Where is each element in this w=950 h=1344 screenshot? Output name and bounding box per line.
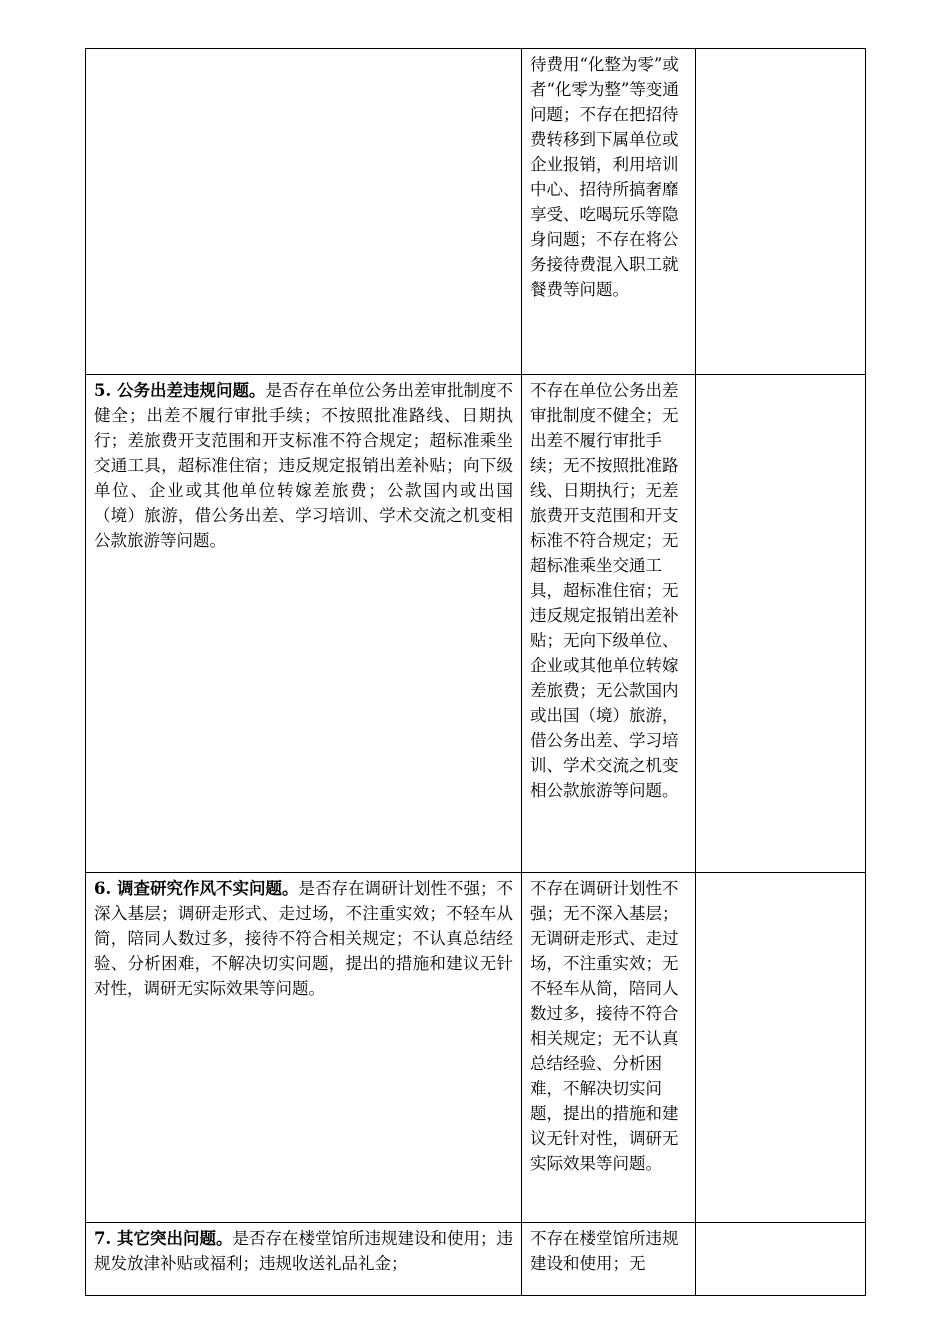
- item-cell: [86, 49, 522, 375]
- item-title: 6. 调查研究作风不实问题。: [94, 879, 299, 898]
- item-body: 是否存在调研计划性不强；不深入基层；调研走形式、走过场，不注重实效；不轻车从简，陪同人数过多，接待不符合相关规定；不认真总结经验、分析困难，不解决切实问题，提出的措施和建议无针对性，调研无实际效果等问题。: [94, 879, 513, 998]
- item-title: 5. 公务出差违规问题。: [94, 381, 266, 400]
- table-row: [86, 1223, 866, 1296]
- item-body: 是否存在楼堂馆所违规建设和使用；违规发放津补贴或福利；违规收送礼品礼金；: [94, 1229, 513, 1273]
- table-row: [86, 375, 866, 873]
- item-cell: [86, 375, 522, 873]
- note-cell: [696, 1223, 866, 1296]
- note-cell: [696, 49, 866, 375]
- status-cell: 不存在单位公务出差审批制度不健全；无出差不履行审批手续；无不按照批准路线、日期执行；无差旅费开支范围和开支标准不符合规定；无超标准乘坐交通工具，超标准住宿；无违反规定报销出差补贴；无向下级单位、企业或其他单位转嫁差旅费；无公款国内或出国（境）旅游，借公务出差、学习培训、学术交流之机变相公款旅游等问题。: [522, 375, 696, 873]
- status-cell: 不存在调研计划性不强；无不深入基层；无调研走形式、走过场，不注重实效；无不轻车从简，陪同人数过多，接待不符合相关规定；无不认真总结经验、分析困难，不解决切实问题，提出的措施和建议无针对性，调研无实际效果等问题。: [522, 873, 696, 1223]
- item-body: 是否存在单位公务出差审批制度不健全；出差不履行审批手续；不按照批准路线、日期执行；差旅费开支范围和开支标准不符合规定；超标准乘坐交通工具，超标准住宿；违反规定报销出差补贴；向下级单位、企业或其他单位转嫁差旅费；公款国内或出国（境）旅游，借公务出差、学习培训、学术交流之机变相公款旅游等问题。: [94, 381, 513, 550]
- item-cell: [86, 1223, 522, 1296]
- status-cell: 待费用“化整为零”或者“化零为整”等变通问题；不存在把招待费转移到下属单位或企业报销，利用培训中心、招待所搞奢靡享受、吃喝玩乐等隐身问题；不存在将公务接待费混入职工就餐费等问题。: [522, 49, 696, 375]
- note-cell: [696, 873, 866, 1223]
- table-row: [86, 873, 866, 1223]
- item-cell: [86, 873, 522, 1223]
- status-cell: 不存在楼堂馆所违规建设和使用；无: [522, 1223, 696, 1296]
- item-title: 7. 其它突出问题。: [94, 1229, 233, 1248]
- note-cell: [696, 375, 866, 873]
- table-row: [86, 49, 866, 375]
- inspection-table: [85, 48, 866, 1296]
